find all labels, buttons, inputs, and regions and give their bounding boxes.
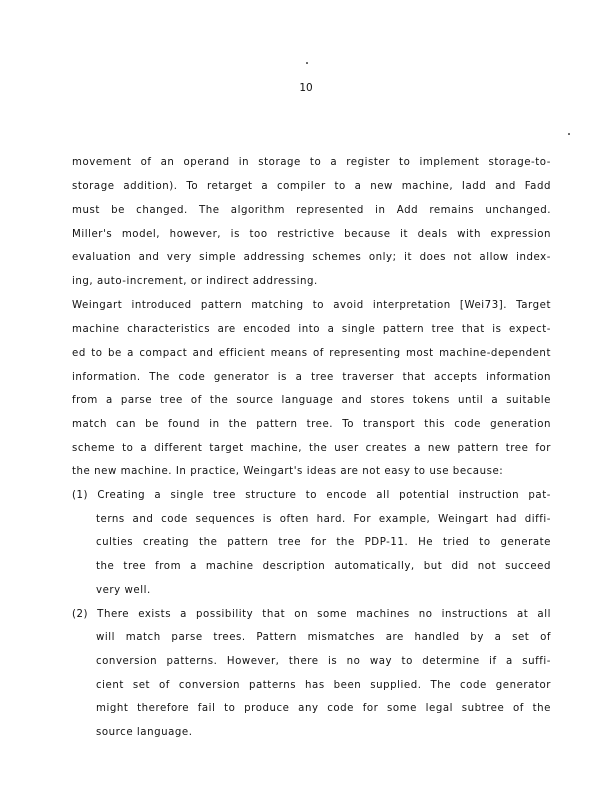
text-line: the new machine. In practice, Weingart's ideas are not easy to use because: [72,466,504,477]
scan-speck [306,62,308,64]
text-line: (1) Creating a single tree structure to encode all potential instruction pat- [72,490,551,501]
text-line: source language. [96,727,193,738]
page-number: 10 [299,82,313,94]
text-line: cient set of conversion patterns has been supplied. The code generator [96,680,551,691]
text-line: evaluation and very simple addressing schemes only; it does not allow index- [72,252,551,263]
text-line: ed to be a compact and efficient means of representing most machine-dependent [72,348,551,359]
text-line: culties creating the pattern tree for the PDP-11. He tried to generate [96,537,551,548]
text-line: (2) There exists a possibility that on some machines no instructions at all [72,609,551,620]
text-line: very well. [96,585,151,596]
text-line: match can be found in the pattern tree. To transport this code generation [72,419,551,430]
text-line: Weingart introduced pattern matching to avoid interpretation [Wei73]. Target [72,300,551,311]
text-line: machine characteristics are encoded into a single pattern tree that is expect- [72,324,551,335]
text-line: might therefore fail to produce any code for some legal subtree of the [96,703,551,714]
text-line: storage addition). To retarget a compiler to a new machine, Iadd and Fadd [72,181,551,192]
scan-speck [568,133,570,135]
text-line: conversion patterns. However, there is no way to determine if a suffi- [96,656,551,667]
text-line: scheme to a different target machine, the user creates a new pattern tree for [72,443,551,454]
text-line: movement of an operand in storage to a register to implement storage-to- [72,157,551,168]
text-line: from a parse tree of the source language and stores tokens until a suitable [72,395,551,406]
text-line: Miller's model, however, is too restrictive because it deals with expression [72,229,551,240]
text-line: terns and code sequences is often hard. For example, Weingart had diffi- [96,514,551,525]
text-line: will match parse trees. Pattern mismatches are handled by a set of [96,632,551,643]
text-line: the tree from a machine description automatically, but did not succeed [96,561,551,572]
text-line: ing, auto-increment, or indirect addressing. [72,276,318,287]
text-line: must be changed. The algorithm represented in Add remains unchanged. [72,205,551,216]
text-line: information. The code generator is a tree traverser that accepts information [72,372,551,383]
